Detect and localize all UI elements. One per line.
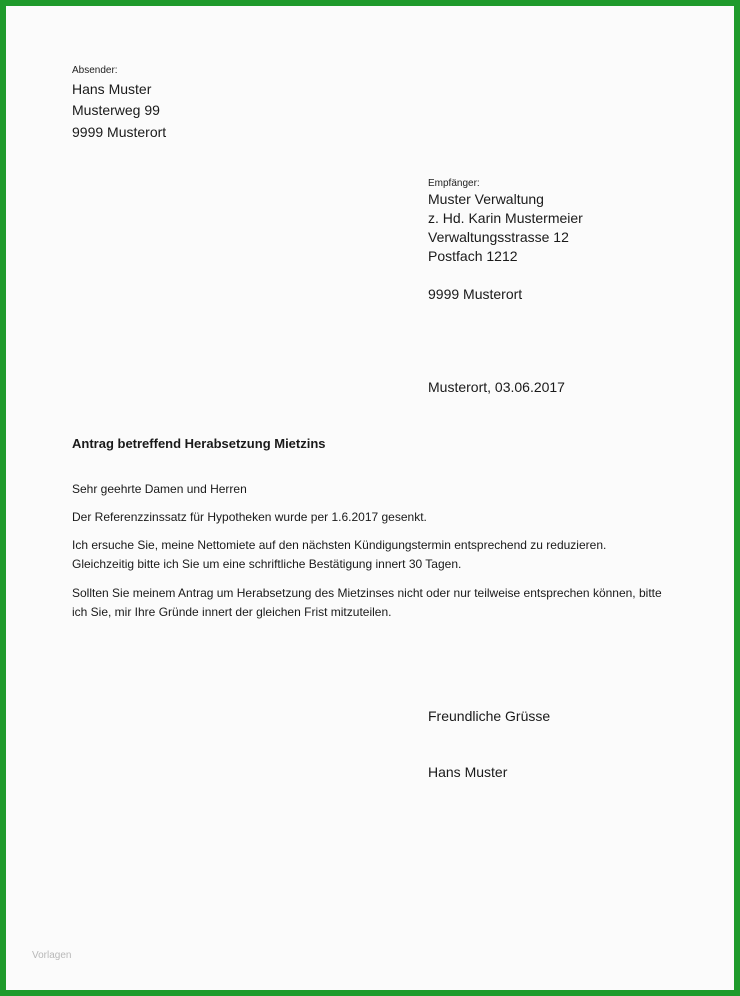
letter-subject: Antrag betreffend Herabsetzung Mietzins <box>72 436 326 451</box>
paragraph-line: Der Referenzzinssatz für Hypotheken wurde per 1.6.2017 gesenkt. <box>72 510 427 524</box>
paragraph-line: Ich ersuche Sie, meine Nettomiete auf den nächsten Kündigungstermin entsprechend zu reduzieren. <box>72 538 607 552</box>
recipient-city: 9999 Musterort <box>428 286 523 302</box>
sender-city: 9999 Musterort <box>72 124 167 140</box>
paragraph-line: ich Sie, mir Ihre Gründe innert der gleichen Frist mitzuteilen. <box>72 605 392 619</box>
date-line: Musterort, 03.06.2017 <box>428 379 565 395</box>
recipient-label: Empfänger: <box>428 178 480 189</box>
salutation: Sehr geehrte Damen und Herren <box>72 482 247 496</box>
sender-street: Musterweg 99 <box>72 102 160 118</box>
watermark: Vorlagen <box>32 950 72 961</box>
recipient-line: Verwaltungsstrasse 12 <box>428 229 569 245</box>
recipient-line: Postfach 1212 <box>428 248 518 264</box>
recipient-line: Muster Verwaltung <box>428 191 544 207</box>
sender-label: Absender: <box>72 65 118 76</box>
signature-name: Hans Muster <box>428 764 508 780</box>
closing: Freundliche Grüsse <box>428 708 551 724</box>
paragraph-line: Gleichzeitig bitte ich Sie um eine schriftliche Bestätigung innert 30 Tagen. <box>72 557 462 571</box>
sender-name: Hans Muster <box>72 81 152 97</box>
recipient-line: z. Hd. Karin Mustermeier <box>428 210 583 226</box>
paragraph-line: Sollten Sie meinem Antrag um Herabsetzung des Mietzinses nicht oder nur teilweise entsprechen können, bitte <box>72 586 662 600</box>
